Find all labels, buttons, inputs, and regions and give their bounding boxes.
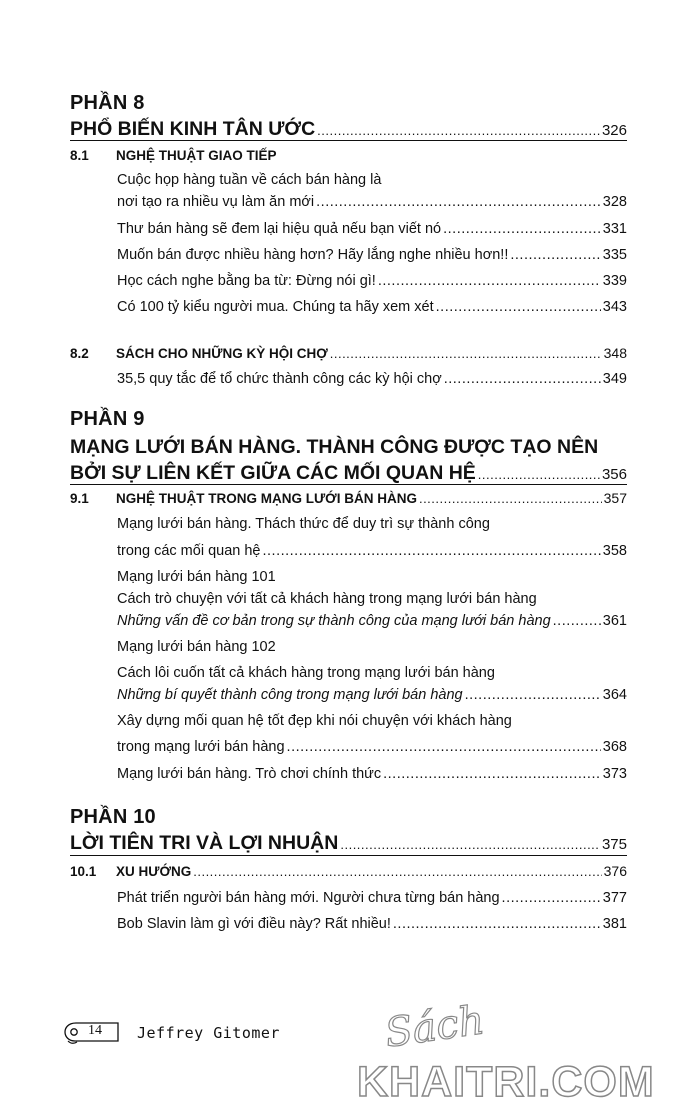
section-page: 357 [603, 490, 627, 506]
section-title: NGHỆ THUẬT TRONG MẠNG LƯỚI BÁN HÀNG [116, 491, 417, 506]
toc-entry-page: 373 [602, 766, 627, 782]
watermark-brand: KHAITRI.COM [357, 1058, 655, 1106]
section-number: 9.1 [70, 491, 89, 506]
watermark-script: Sách [382, 997, 488, 1057]
part-8-title: PHỔ BIẾN KINH TÂN ƯỚC [70, 118, 316, 140]
part-8-page: 326 [601, 122, 627, 139]
toc-entry[interactable] [117, 613, 627, 629]
section-9-1-heading[interactable] [70, 490, 627, 506]
toc-entry-preline: Cách lôi cuốn tất cả khách hàng trong mạng lưới bán hàng [117, 665, 495, 681]
toc-entry-page: 361 [602, 613, 627, 629]
section-title: XU HƯỚNG [116, 864, 192, 879]
toc-entry-title: Muốn bán được nhiều hàng hơn? Hãy lắng nghe nhiều hơn!! [117, 247, 509, 263]
toc-entry-title: trong các mối quan hệ [117, 543, 261, 559]
toc-entry-title: trong mạng lưới bán hàng [117, 739, 285, 755]
part-8-title-line[interactable] [70, 118, 627, 141]
section-8-2-heading[interactable] [70, 345, 627, 361]
toc-entry-page: 331 [602, 221, 627, 237]
toc-entry-title: Có 100 tỷ kiểu người mua. Chúng ta hãy xem xét [117, 299, 434, 315]
section-number: 10.1 [70, 864, 97, 879]
toc-entry-page: 328 [602, 194, 627, 210]
part-9-title: BỞI SỰ LIÊN KẾT GIỮA CÁC MỐI QUAN HỆ [70, 462, 476, 484]
part-10-title-line[interactable] [70, 832, 627, 855]
section-10-1-heading[interactable] [70, 863, 627, 879]
toc-entry-page: 377 [602, 890, 627, 906]
toc-entry-title: Học cách nghe bằng ba từ: Đừng nói gì! [117, 273, 376, 289]
part-9-page: 356 [601, 466, 627, 483]
toc-entry-preline: Cách trò chuyện với tất cả khách hàng trong mạng lưới bán hàng [117, 591, 537, 607]
toc-entry[interactable] [117, 890, 627, 906]
section-title: SÁCH CHO NHỮNG KỲ HỘI CHỢ [116, 346, 328, 361]
toc-entry-title: Bob Slavin làm gì với điều này? Rất nhiều! [117, 916, 391, 932]
toc-entry[interactable] [117, 766, 627, 782]
part-10-title: LỜI TIÊN TRI VÀ LỢI NHUẬN [70, 832, 339, 854]
toc-entry[interactable] [117, 194, 627, 210]
toc-entry-preline: Cuộc họp hàng tuần về cách bán hàng là [117, 172, 382, 188]
toc-entry[interactable] [117, 247, 627, 263]
toc-entry[interactable] [117, 273, 627, 289]
section-8-1-heading[interactable] [70, 148, 277, 163]
section-page: 376 [603, 863, 627, 879]
toc-entry-page: 343 [602, 299, 627, 315]
part-8-divider [70, 140, 627, 141]
section-title: NGHỆ THUẬT GIAO TIẾP [116, 148, 277, 163]
toc-entry-preline: Mạng lưới bán hàng 102 [117, 639, 276, 655]
part-10-page: 375 [601, 836, 627, 853]
toc-entry-title: nơi tạo ra nhiều vụ làm ăn mới [117, 194, 315, 210]
toc-entry-title: Mạng lưới bán hàng. Trò chơi chính thức [117, 766, 382, 782]
toc-entry-title: 35,5 quy tắc để tổ chức thành công các kỳ hội chợ [117, 371, 442, 387]
toc-entry-page: 349 [602, 371, 627, 387]
toc-entry[interactable] [117, 739, 627, 755]
toc-entry[interactable] [117, 299, 627, 315]
toc-entry-title: Thư bán hàng sẽ đem lại hiệu quả nếu bạn viết nó [117, 221, 442, 237]
toc-entry[interactable] [117, 221, 627, 237]
toc-entry[interactable] [117, 543, 627, 559]
toc-entry-preline: Mạng lưới bán hàng. Thách thức để duy trì sự thành công [117, 516, 490, 532]
section-number: 8.2 [70, 346, 89, 361]
page-number: 14 [88, 1023, 102, 1038]
part-10-label: PHẦN 10 [70, 806, 156, 828]
toc-entry-page: 368 [602, 739, 627, 755]
khaitri-watermark [355, 997, 695, 1115]
part-9-title-line[interactable] [70, 462, 627, 485]
part-9-title-line-1: MẠNG LƯỚI BÁN HÀNG. THÀNH CÔNG ĐƯỢC TẠO NÊN [70, 436, 599, 458]
toc-entry-title: Phát triển người bán hàng mới. Người chưa từng bán hàng [117, 890, 500, 906]
part-9-label: PHẦN 9 [70, 408, 145, 430]
toc-entry[interactable] [117, 916, 627, 932]
toc-entry-page: 364 [602, 687, 627, 703]
footer-author: Jeffrey Gitomer [137, 1024, 280, 1042]
toc-entry-page: 358 [602, 543, 627, 559]
toc-entry-title: Những vấn đề cơ bản trong sự thành công của mạng lưới bán hàng [117, 613, 551, 629]
toc-entry-preline: Mạng lưới bán hàng 101 [117, 569, 276, 585]
toc-entry-title: Những bí quyết thành công trong mạng lưới bán hàng [117, 687, 463, 703]
page-number-tab [62, 1019, 122, 1045]
section-page: 348 [603, 345, 627, 361]
toc-entry-page: 335 [602, 247, 627, 263]
part-10-divider [70, 855, 627, 856]
toc-entry-page: 381 [602, 916, 627, 932]
part-9-divider [70, 484, 627, 485]
toc-entry[interactable] [117, 371, 627, 387]
part-8-label: PHẦN 8 [70, 92, 145, 114]
toc-entry-page: 339 [602, 273, 627, 289]
toc-entry[interactable] [117, 687, 627, 703]
toc-entry-preline: Xây dựng mối quan hệ tốt đẹp khi nói chuyện với khách hàng [117, 713, 512, 729]
section-number: 8.1 [70, 148, 89, 163]
